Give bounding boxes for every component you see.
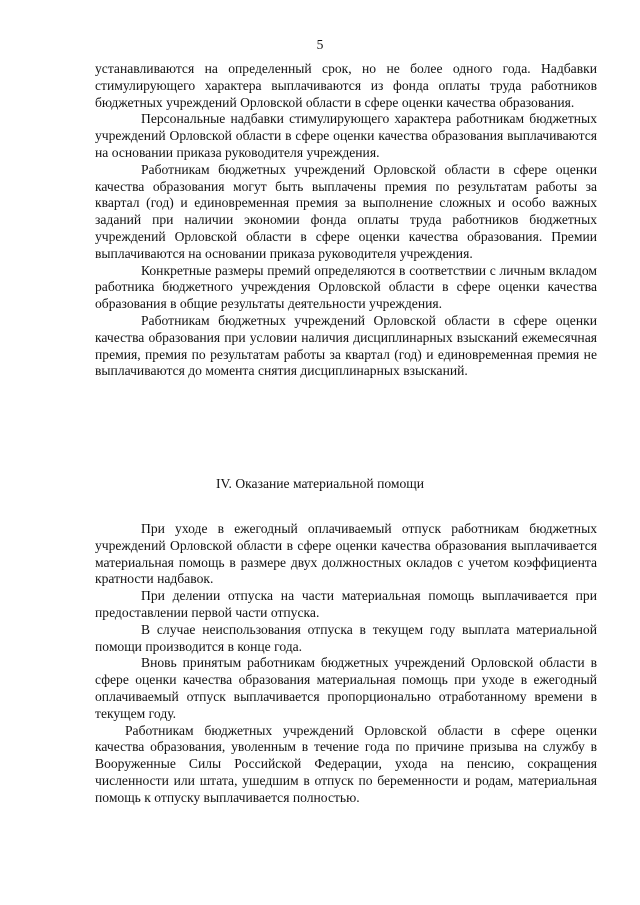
bottom-text-block <box>95 521 597 807</box>
paragraph-bonus-amounts: Конкретные размеры премий определяются в соответствии с личным вкладом работника бюджетного учреждения Орловской области в сфере оценки качества образования в общие результаты деятельности учреждения. <box>95 262 597 312</box>
paragraph-continuation: устанавливаются на определенный срок, но не более одного года. Надбавки стимулирующего характера выплачиваются из фонда оплаты труда работников бюджетных учреждений Орловской области в сфере оценки качества образования. <box>95 61 597 110</box>
page-number: 5 <box>316 37 324 52</box>
paragraph-vacation-aid: При уходе в ежегодный оплачиваемый отпуск работникам бюджетных учреждений Орловской области в сфере оценки качества образования выплачивается материальная помощь в размере двух должностных окладов с учетом коэффициента кратности надбавок. <box>95 521 597 587</box>
top-text-block <box>95 61 597 380</box>
paragraph-disciplinary: Работникам бюджетных учреждений Орловской области в сфере оценки качества образования при условии наличия дисциплинарных взысканий ежемесячная премия, премия по результатам работы за квартал (год) и единовременная премия не выплачиваются до момента снятия дисциплинарных взысканий. <box>95 312 597 379</box>
paragraph-personal-allowances: Персональные надбавки стимулирующего характера работникам бюджетных учреждений Орловской области в сфере оценки качества образования выплачиваются на основании приказа руководителя учреждения. <box>95 111 597 160</box>
paragraph-dismissed-employees: Работникам бюджетных учреждений Орловской области в сфере оценки качества образования, уволенным в течение года по причине призыва на службу в Вооруженные Силы Российской Федерации, ухода на пенсию, сокращения численности или штата, ушедшим в отпуск по беременности и родам, материальная помощь к отпуску выплачивается полностью. <box>95 722 597 805</box>
paragraph-bonuses: Работникам бюджетных учреждений Орловской области в сфере оценки качества образования могут быть выплачены премия по результатам работы за квартал (год) и единовременная премия за выполнение сложных и особо важных заданий при наличии экономии фонда оплаты труда работников бюджетных учреждений Орловской области в сфере оценки качества образования. Премии выплачиваются на основании приказа руководителя учреждения. <box>95 161 597 261</box>
section-heading: IV. Оказание материальной помощи <box>215 476 425 491</box>
paragraph-new-employees: Вновь принятым работникам бюджетных учреждений Орловской области в сфере оценки качества образования материальная помощь при уходе в ежегодный оплачиваемый отпуск выплачивается пропорционально отработанному времени в текущем году. <box>95 655 597 721</box>
paragraph-vacation-parts: При делении отпуска на части материальная помощь выплачивается при предоставлении первой части отпуска. <box>95 588 597 620</box>
paragraph-unused-vacation: В случае неиспользования отпуска в текущем году выплата материальной помощи производится в конце года. <box>95 621 597 654</box>
